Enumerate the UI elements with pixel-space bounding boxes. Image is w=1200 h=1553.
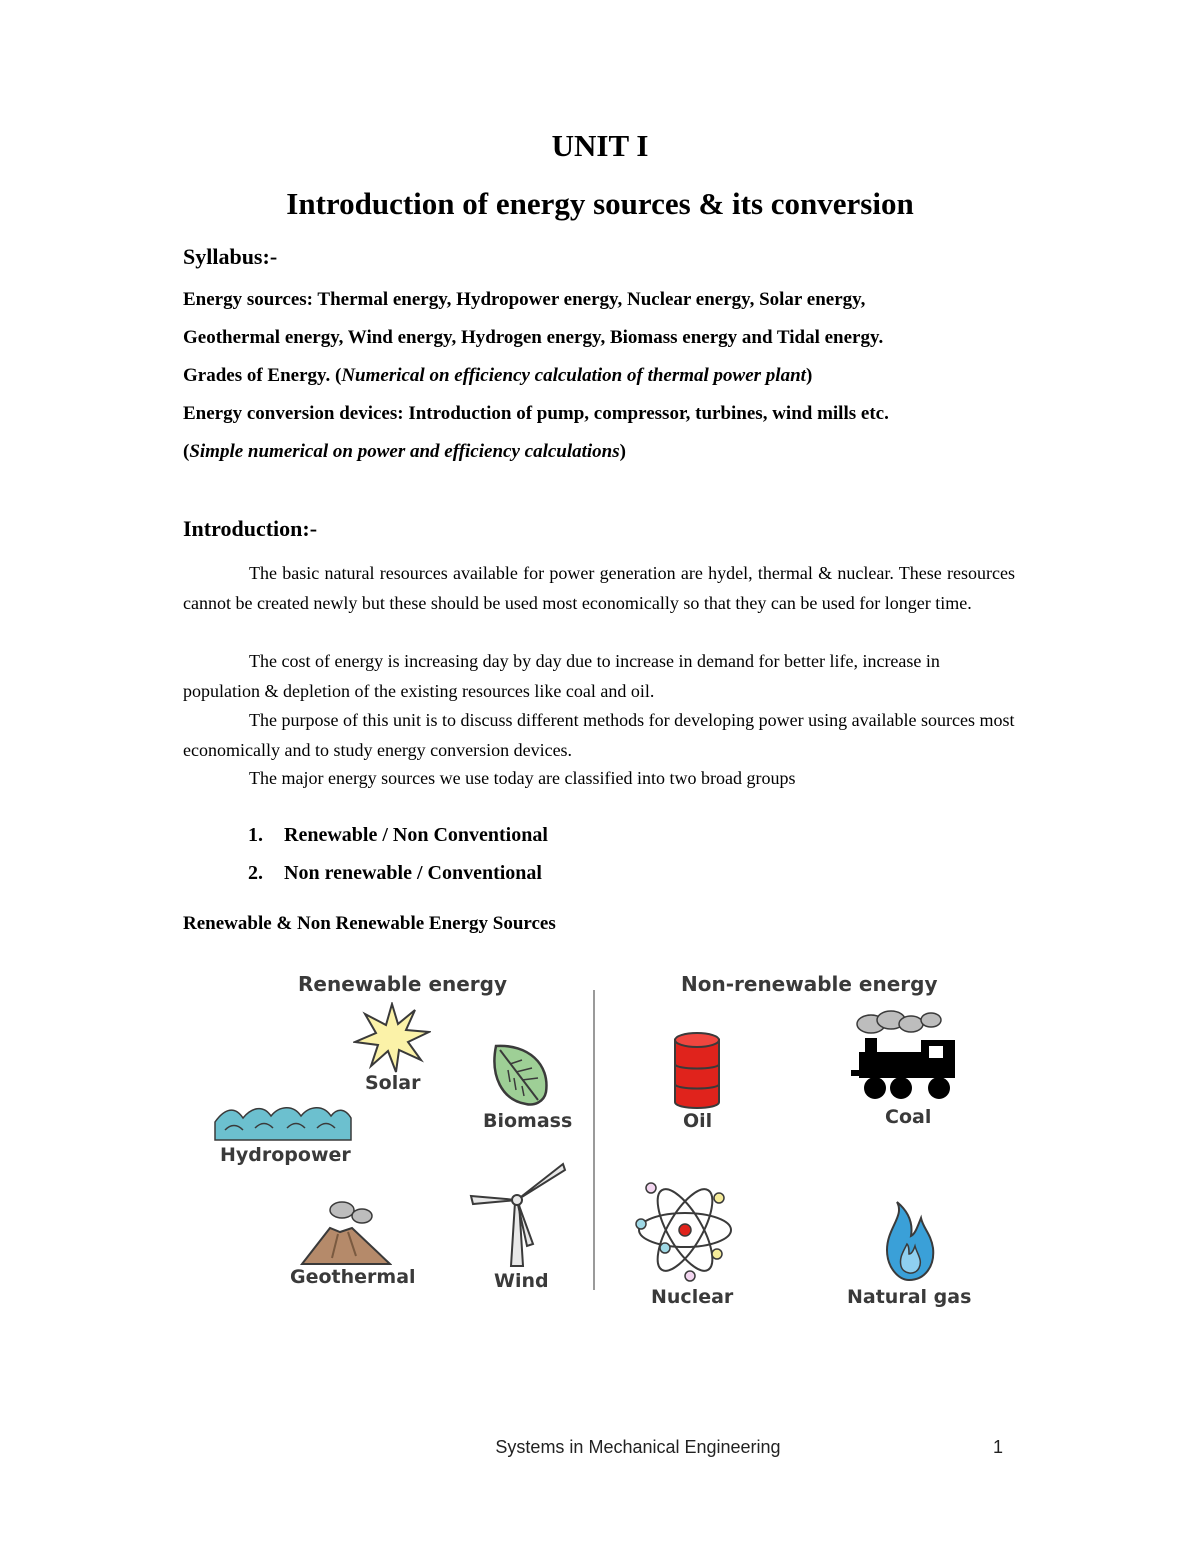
syllabus-line-3 — [183, 365, 1023, 387]
sun-icon — [353, 1002, 431, 1074]
label-nuclear: Nuclear — [651, 1286, 734, 1308]
page-footer: Systems in Mechanical Engineering — [495, 1437, 781, 1457]
energy-sources-figure — [205, 960, 1020, 1315]
syllabus-line-4: Energy conversion devices: Introduction of pump, compressor, turbines, wind mills etc. — [183, 403, 889, 424]
page-title: Introduction of energy sources & its conversion — [286, 186, 914, 221]
renewable-header: Renewable energy — [298, 972, 508, 996]
syllabus-line-2: Geothermal energy, Wind energy, Hydrogen energy, Biomass energy and Tidal energy. — [183, 327, 884, 348]
wind-turbine-icon — [467, 1160, 569, 1270]
coal-train-icon — [849, 1010, 957, 1102]
unit-title: UNIT I — [551, 128, 649, 163]
label-solar: Solar — [365, 1072, 421, 1094]
nonrenewable-header: Non-renewable energy — [681, 972, 938, 996]
grades-note: Numerical on efficiency calculation of thermal power plant — [341, 365, 806, 386]
intro-p2-text: The cost of energy is increasing day by day due to increase in demand for better life, increase in population & depletion of the existing resources like coal and oil. — [183, 651, 940, 701]
label-geothermal: Geothermal — [290, 1266, 416, 1288]
volcano-icon — [300, 1198, 392, 1268]
list-item — [248, 862, 542, 885]
oil-barrel-icon — [671, 1030, 723, 1110]
intro-p1-text: The basic natural resources available for power generation are hydel, thermal & nuclear. These resources cannot be created newly but these should be used most economically so that they can be used for longer time. — [183, 563, 1015, 613]
list-text: Renewable / Non Conventional — [284, 824, 548, 846]
leaf-icon — [488, 1042, 552, 1108]
introduction-heading: Introduction:- — [183, 516, 318, 541]
figure-divider — [593, 990, 595, 1290]
atom-icon — [635, 1174, 735, 1286]
syllabus-line-5 — [183, 441, 1023, 463]
grades-close: ) — [805, 365, 813, 386]
syllabus-heading: Syllabus:- — [183, 244, 278, 269]
label-oil: Oil — [683, 1110, 713, 1132]
label-wind: Wind — [494, 1270, 549, 1292]
flame-icon — [875, 1198, 939, 1284]
intro-p3-text: The purpose of this unit is to discuss different methods for developing power using available sources most economically and to study energy conversion devices. — [183, 710, 1015, 760]
intro-paragraph-3 — [183, 706, 1015, 765]
label-natural-gas: Natural gas — [847, 1286, 972, 1308]
note-open: ( — [183, 441, 190, 462]
numerical-note: Simple numerical on power and efficiency calculations — [189, 441, 620, 462]
note-close: ) — [619, 441, 626, 462]
list-number: 1. — [248, 824, 263, 846]
list-number: 2. — [248, 862, 263, 884]
intro-paragraph-4 — [183, 764, 1015, 794]
label-biomass: Biomass — [483, 1110, 573, 1132]
list-text: Non renewable / Conventional — [284, 862, 542, 884]
intro-paragraph-1 — [183, 559, 1015, 618]
list-item — [248, 824, 548, 847]
intro-paragraph-2 — [183, 647, 1015, 706]
label-coal: Coal — [885, 1106, 932, 1128]
page-number: 1 — [993, 1437, 1004, 1457]
figure-caption: Renewable & Non Renewable Energy Sources — [183, 913, 556, 934]
intro-p4-text: The major energy sources we use today are classified into two broad groups — [249, 768, 796, 788]
syllabus-line-1: Energy sources: Thermal energy, Hydropower energy, Nuclear energy, Solar energy, — [183, 289, 866, 310]
label-hydropower: Hydropower — [220, 1144, 351, 1166]
grades-label: Grades of Energy. ( — [183, 365, 342, 386]
waves-icon — [213, 1098, 353, 1142]
